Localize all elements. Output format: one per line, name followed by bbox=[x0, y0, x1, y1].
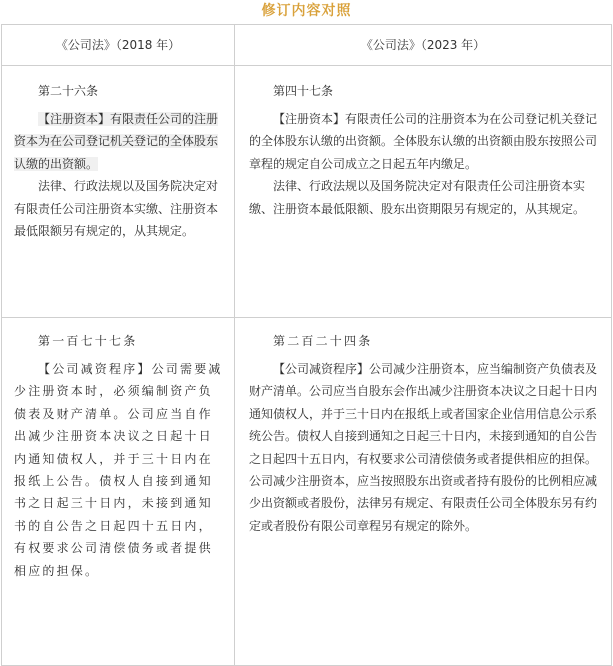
article-paragraph: 【公司减资程序】公司需要减少注册资本时，必须编制资产负债表及财产清单。公司应当自作出减少注册资本决议之日起十日内通知债权人，并于三十日内在报纸上公告。债权人自接到通知书之日起三十日内，未接到通知书的自公告之日起四十五日内，有权要求公司清偿债务或者提供相应的担保。 bbox=[14, 362, 223, 578]
comparison-table bbox=[1, 24, 612, 666]
column-header-2018: 《公司法》（2018 年） bbox=[2, 25, 235, 66]
article-paragraph: 【注册资本】有限责任公司的注册资本为在公司登记机关登记的全体股东认缴的出资额。全体股东认缴的出资额由股东按照公司章程的规定自公司成立之日起五年内缴足。 bbox=[249, 112, 598, 171]
old-law-cell bbox=[2, 66, 235, 318]
article-number: 第一百七十七条 bbox=[38, 334, 138, 348]
page-title: 修订内容对照 bbox=[261, 3, 352, 19]
new-law-cell bbox=[235, 66, 612, 318]
table-header-row bbox=[2, 25, 612, 66]
article-number: 第四十七条 bbox=[273, 84, 334, 98]
article-paragraph: 法律、行政法规以及国务院决定对有限责任公司注册资本实缴、注册资本最低限额、股东出资期限另有规定的，从其规定。 bbox=[249, 179, 586, 216]
article-paragraph: 公司减少注册资本，应当按照股东出资或者持有股份的比例相应减少出资额或者股份，法律另有规定、有限责任公司全体股东另有约定或者股份有限公司章程另有规定的除外。 bbox=[249, 474, 598, 533]
article-paragraph: 法律、行政法规以及国务院决定对有限责任公司注册资本实缴、注册资本最低限额另有规定的，从其规定。 bbox=[14, 179, 219, 239]
article-number: 第二百二十四条 bbox=[273, 334, 373, 348]
article-number: 第二十六条 bbox=[38, 84, 99, 98]
table-row bbox=[2, 66, 612, 318]
column-header-2023: 《公司法》（2023 年） bbox=[235, 25, 612, 66]
table-row bbox=[2, 318, 612, 666]
article-paragraph: 【公司减资程序】公司减少注册资本，应当编制资产负债表及财产清单。公司应当自股东会作出减少注册资本决议之日起十日内通知债权人，并于三十日内在报纸上或者国家企业信用信息公示系统公告。债权人自接到通知之日起三十日内，未接到通知的自公告之日起四十五日内，有权要求公司清偿债务或者提供相应的担保。 bbox=[249, 362, 598, 466]
highlighted-text: 【注册资本】有限责任公司的注册资本为在公司登记机关登记的全体股东认缴的出资额。 bbox=[14, 112, 219, 171]
article-paragraph bbox=[14, 108, 226, 175]
old-law-cell bbox=[2, 318, 235, 666]
new-law-cell bbox=[235, 318, 612, 666]
